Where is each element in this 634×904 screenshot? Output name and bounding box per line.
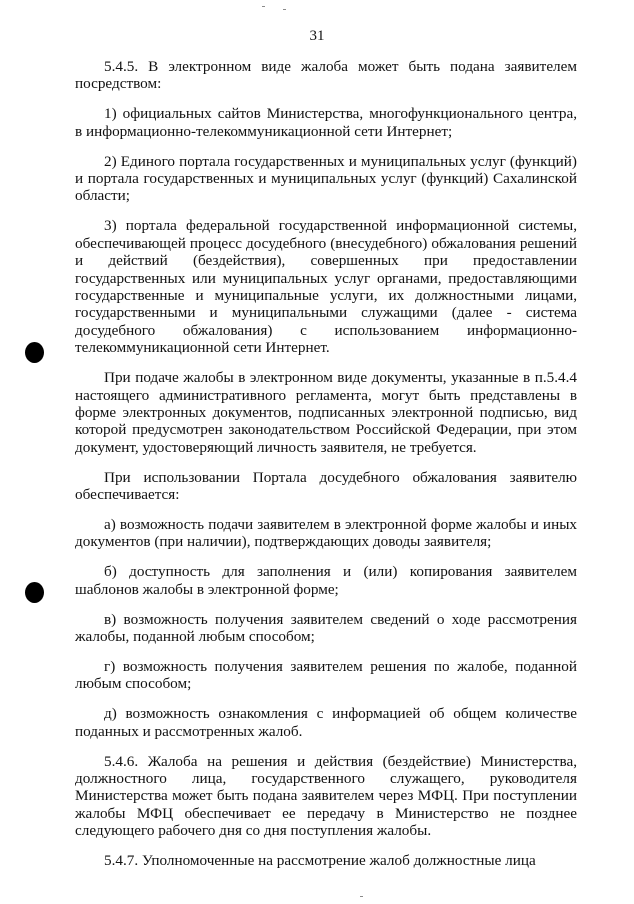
list-item-2-unified-portal: 2) Единого портала государственных и муниципальных услуг (функций) и портала государственных и муниципальных услуг (функций) Сахалинской области;	[75, 152, 577, 205]
punch-hole-upper	[25, 342, 44, 363]
page-number: 31	[309, 28, 325, 44]
list-item-g: г) возможность получения заявителем решения по жалобе, поданной любым способом;	[75, 657, 577, 693]
punch-hole-lower	[25, 582, 44, 603]
scan-speck	[360, 896, 363, 897]
list-item-3-federal-portal: 3) портала федеральной государственной информационной системы, обеспечивающей процесс досудебного (внесудебного) обжалования решений и действий (бездействия), совершенных при предоставлении государственных или муниципальных услуг органами, предоставляющими государственные и муниципальные услуги, их должностными лицами, государственными и муниципальными служащими (далее - система досудебного обжалования) с использованием информационно-телекоммуникационной сети Интернет.	[75, 217, 577, 357]
list-item-v: в) возможность получения заявителем сведений о ходе рассмотрения жалобы, поданной любым способом;	[75, 610, 577, 645]
document-body	[75, 58, 577, 882]
paragraph-5-4-5: 5.4.5. В электронном виде жалоба может быть подана заявителем посредством:	[75, 58, 577, 93]
paragraph-portal-usage: При использовании Портала досудебного обжалования заявителю обеспечивается:	[75, 468, 577, 504]
list-item-a: а) возможность подачи заявителем в электронной форме жалобы и иных документов (при наличии), подтверждающих доводы заявителя;	[75, 515, 577, 551]
list-item-b: б) доступность для заполнения и (или) копирования заявителем шаблонов жалобы в электронной форме;	[75, 563, 577, 598]
list-item-d: д) возможность ознакомления с информацией об общем количестве поданных и рассмотренных жалоб.	[75, 705, 577, 740]
paragraph-5-4-6: 5.4.6. Жалоба на решения и действия (бездействие) Министерства, должностного лица, государственного служащего, руководителя Министерства может быть подана заявителем через МФЦ. При поступлении жалобы МФЦ обеспечивает ее передачу в Министерство не позднее следующего рабочего дня со дня поступления жалобы.	[75, 752, 577, 840]
paragraph-electronic-documents: При подаче жалобы в электронном виде документы, указанные в п.5.4.4 настоящего административного регламента, могут быть представлены в форме электронных документов, подписанных электронной подписью, вид которой предусмотрен законодательством Российской Федерации, при этом документ, удостоверяющий личность заявителя, не требуется.	[75, 369, 577, 456]
list-item-1-official-sites: 1) официальных сайтов Министерства, многофункционального центра, в информационно-телекоммуникационной сети Интернет;	[75, 105, 577, 140]
scan-speck	[283, 9, 286, 10]
scan-speck	[262, 6, 265, 7]
paragraph-5-4-7: 5.4.7. Уполномоченные на рассмотрение жалоб должностные лица	[104, 852, 536, 870]
